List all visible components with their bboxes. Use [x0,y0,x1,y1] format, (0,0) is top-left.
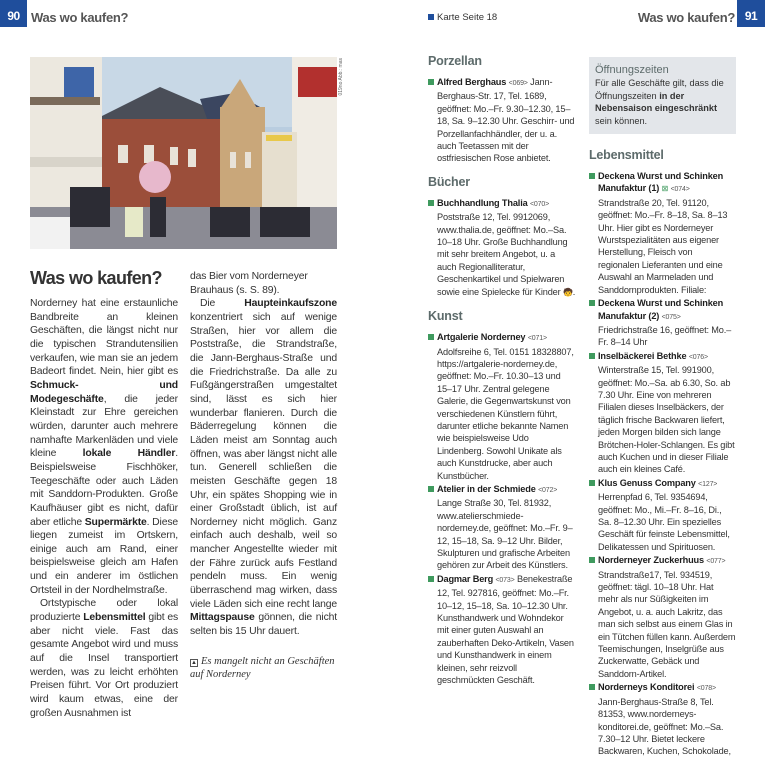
paragraph: Norderney hat eine erstaunliche Bandbreite an kleinen Geschäften, die längst nicht nur die typischen Strandutensilien verkaufen, wie man sie an jedem Badeort findet. Nein, hier gibt es Schmuck- und Modegeschäfte, die jeder Kleinstadt zur Ehre gereichen würden, darunter auch mehrere namhafte Markenläden und viele kleine lokale Händler. Beispielsweise Fischhöker, Teegeschäfte oder auch Läden mit Sanddorn-Produkten. Große Kaufhäuser gibt es nicht, dafür aber etliche Supermärkte. Diese liegen zumeist im Ortskern, einige auch am Rand, einer beispielsweise gleich am Hafen und ein anderer im östlichen Ortsteil in der Nordhelmstraße. [30,298,178,596]
map-code: <072> [538,486,558,494]
map-code: <076> [688,353,708,361]
shop-details: Herrenpfad 6, Tel. 9354694, geöffnet: Mo., Mi.–Fr. 8–16, Di., Sa. 8–12.30 Uhr. Ein spezielles Geschäft für feinste Lebensmittel, Delikatessen und Spirituosen. [598,492,730,552]
shop-name: Inselbäckerei Bethke [598,350,687,361]
shop-details: Poststraße 12, Tel. 9912069, www.thalia.de, geöffnet: Mo.–Sa. 10–18 Uhr. Große Buchhandlung mit sehr breitem Angebot, u. a auch Regionalliteratur, Geschenkartikel und Spielwaren sowie eine Spielecke für Kinder [437,212,568,297]
map-marker-icon: ⊠ [661,184,669,194]
shop-entry [589,554,736,680]
child-friendly-icon: 🧒 [562,287,573,297]
right-column-2 [589,57,736,759]
map-code: <127> [698,480,718,488]
section-porzellan [428,54,576,165]
section-heading: Porzellan [428,54,482,68]
page-number-left: 90 [0,0,27,27]
shop-name: Dagmar Berg [437,573,494,584]
shop-name: Buchhandlung Thalia [437,197,528,208]
section-heading: Kunst [428,309,463,324]
section-heading: Lebensmittel [589,148,664,163]
bullet-icon [428,576,434,582]
shop-name: Deckena Wurst und Schinken Manufaktur (2) [598,298,724,321]
shop-name: Norderneyer Zuckerhuus [598,555,704,566]
shop-name: Atelier in der Schmiede [437,483,536,494]
map-code: <077> [706,558,726,566]
shop-name: Deckena Wurst und Schinken Manufaktur (1) [598,171,724,194]
page-number-right: 91 [737,0,765,27]
shop-details: Benekestraße 12, Tel. 927816, geöffnet: Mo.–Fr. 10–12, 15–18, Sa. 10–12.30 Uhr. Kunsthandwerk und Wohndekor mit einer guten Auswahl an zauberhaften Deko-Artikeln, Vasen und Kunsthandwerk in einem kleinen, sehr reizvoll geschmückten Geschäft. [437,573,574,686]
map-code: <074> [670,186,690,194]
body-column-1 [30,297,178,720]
paragraph: Die Haupteinkaufszone konzentriert sich auf wenige Straßen, hier vor allem die Poststraße, die Strandstraße, die Jann-Berghaus-Straße und die Friedrichstraße. Da alle zu Fußgängerstraßen umgestaltet sind, lässt es sich hier wunderbar flanieren. Durch die Bäderregelung können die Läden meist am Sonntag auch öffnen, was aber längst nicht alle tun. Generell schließen die meisten Geschäfte gegen 18 Uhr, ein spätes Shopping wie in einer Großstadt üblich, ist auf Norderney nicht möglich. Ganz einfach auch deshalb, weil so mancher Angestellte wieder mit der Fähre zurück aufs Festland pendeln muss. Ein wenig überraschend mag wirken, dass viele Läden sich eine recht lange Mittagspause gönnen, die nicht selten bis 15 Uhr dauert. [190,298,337,638]
shop-details: Strandstraße17, Tel. 934519, geöffnet: tägl. 10–18 Uhr. Hat mehr als nur Süßigkeiten im Angebot, u. a. auch Lakritz, das man sich selbst aus einem Glas in ein Tütchen füllen kann. Außerdem Teemischungen, Inselgrüße aus Zuckerwatte, Gebäck und Sanddorn-Artikel. [598,569,736,679]
shop-entry [428,197,576,299]
bullet-icon [589,173,595,179]
map-code: <075> [661,313,681,321]
shop-entry [428,331,576,482]
map-code: <070> [529,200,550,208]
photo-icon: ▲ [191,659,197,666]
shop-details: Strandstraße 20, Tel. 91120, geöffnet: Mo.–Fr. 8–18, Sa. 8–13 Uhr. Hier gibt es Norderneyer Wurstspezialitäten aus eigener Herstellung, Fleisch von regionalen Lieferanten und eine Auswahl an Marmeladen und Sanddornprodukten. Filiale: [598,197,728,295]
period: . [572,286,576,297]
section-lebensmittel [589,148,736,758]
shop-listings-column-1 [428,54,576,687]
shop-details: Jann-Berghaus-Str. 17, Tel. 1689, geöffnet: Mo.–Fr. 9.30–12.30, 15–18, Sa. 9–12.30 Uhr. Geschirr- und Porzellanfachhändler, der u. a. auch Teetassen mit der ostfriesischen Rose anbietet. [437,77,575,164]
shop-entry [428,76,576,165]
shop-details: Winterstraße 15, Tel. 991900, geöffnet: Mo.–Sa. ab 6.30, So. ab 7.30 Uhr. Eine von mehreren Filialen dieses Inselbäckers, der täglich frische Backwaren liefert, jeden Morgen bilden sich lange Brötchen-Holer-Schlangen. Es gibt auch Kuchen und in dieser Filiale auch ein kleines Café. [598,365,735,475]
shop-details: Adolfsreihe 6, Tel. 0151 18328807, https://artgalerie-norderney.de, geöffnet: Mo.–Fr. 10.30–13 und 15–17 Uhr. Zentral gelegene Galerie, die Gegenwartskunst von verschiedenen Künstlern führt, darunter etliche bekannte Namen wie beispielsweise Udo Lindenberg. Sowohl Unikate als auch Kunstdrucke, aber auch Kunstbücher. [437,346,574,481]
shop-details: Friedrichstraße 16, geöffnet: Mo.–Fr. 8–14 Uhr [598,324,732,348]
bullet-icon [589,684,595,690]
shop-entry [589,170,736,296]
map-square-icon [428,14,434,20]
shop-details: Lange Straße 30, Tel. 81932, www.atelierschmiede-norderney.de, geöffnet: Mo.–Fr. 9–12, 15–18, Sa. 9–12 Uhr. Bilder, Skulpturen und grafische Arbeiten gehören zur Arbeit des Künstlers. [437,498,573,571]
section-bücher [428,175,576,299]
shop-entry [428,573,576,687]
section-heading: Bücher [428,174,470,189]
page-title: Was wo kaufen? [30,268,162,288]
map-reference: Karte Seite 18 [428,12,497,23]
shop-details: Jann-Berghaus-Straße 8, Tel. 81353, www.norderneys-konditorei.de, geöffnet: Mo.–Sa. 7.30–12 Uhr. Bietet leckere Backwaren, Kuchen, Schokolade, [598,696,731,757]
shop-name: Klus Genuss Company [598,477,696,488]
shop-name: Artgalerie Norderney [437,332,526,343]
photo-caption: ▲ Es mangelt nicht an Geschäften auf Norderney [190,655,335,680]
bullet-icon [428,334,434,340]
photo-credit: 019no Abb.: mas [338,58,344,96]
bullet-icon [589,300,595,306]
shop-entry [589,681,736,757]
street-photo [30,57,337,249]
map-code: <069> [508,80,528,87]
shop-entry [589,297,736,349]
bullet-icon [589,557,595,563]
running-header-right: Was wo kaufen? [637,10,735,25]
running-header-left: Was wo kaufen? [31,10,129,25]
map-code: <078> [696,685,716,693]
map-code: <071> [527,335,547,343]
paragraph: das Bier vom Norderneyer Brauhaus (s. S. 89). [190,271,308,296]
map-code: <073> [495,576,515,584]
shop-name: Norderneys Konditorei [598,682,695,693]
bullet-icon [428,200,434,206]
info-box-title: Öffnungszeiten [595,64,669,76]
paragraph: Ortstypische oder lokal produzierte Lebensmittel gibt es aber nicht viele. Fast das gesamte Angebot wird und muss auf die Insel transportiert werden, was zu leicht erhöhten Preisen führt. Vor Ort produziert wird kaum etwas, eine der großen Ausnahmen ist [30,598,178,719]
info-box-opening-hours [589,57,736,134]
shop-entry [589,350,736,476]
bullet-icon [428,486,434,492]
shop-entry [589,477,736,553]
shop-listings-column-2 [589,148,736,758]
bullet-icon [589,480,595,486]
bullet-icon [589,353,595,359]
bullet-icon [428,79,434,85]
section-kunst [428,309,576,686]
shop-name: Alfred Berghaus [437,77,507,87]
body-column-2 [190,270,337,681]
shop-entry [428,483,576,572]
info-box-text: Für alle Geschäfte gilt, dass die Öffnungszeiten in der Nebensaison eingeschränkt sein können. [595,78,724,126]
